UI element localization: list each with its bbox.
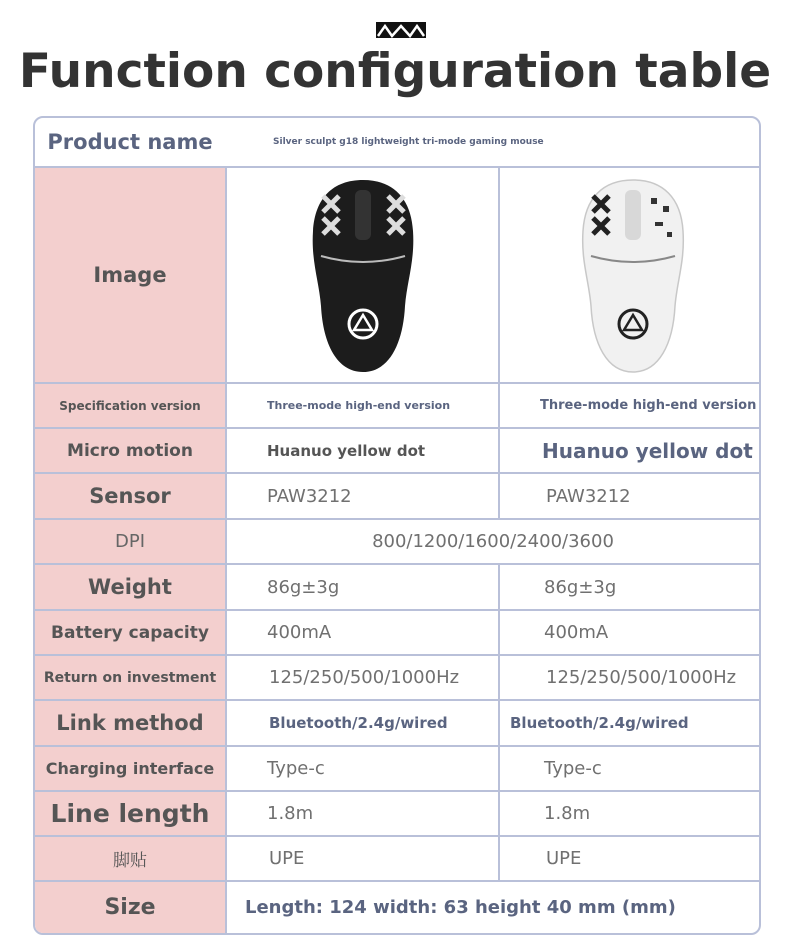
line-length-label: Line length (35, 792, 225, 835)
charging-right-value: Type-c (544, 758, 602, 779)
black-mouse-image (293, 176, 433, 376)
spec-right-value: Three-mode high-end version (540, 398, 757, 413)
spec-label: Specification version (35, 384, 225, 427)
weight-left-value: 86g±3g (267, 576, 340, 598)
roi-right-value: 125/250/500/1000Hz (546, 667, 737, 688)
config-table (33, 116, 761, 935)
charging-label: Charging interface (35, 747, 225, 790)
product-name-value: Silver sculpt g18 lightweight tri-mode gaming mouse (273, 137, 544, 147)
weight-label: Weight (35, 565, 225, 609)
line-right-value: 1.8m (544, 803, 591, 824)
micro-left-value: Huanuo yellow dot (267, 441, 426, 460)
size-label: Size (35, 882, 225, 933)
battery-left-value: 400mA (267, 622, 332, 643)
feet-label: 脚贴 (35, 837, 225, 880)
spec-left-value: Three-mode high-end version (267, 399, 451, 412)
white-mouse-image (563, 176, 703, 376)
dpi-value: 800/1200/1600/2400/3600 (372, 531, 614, 552)
roi-label: Return on investment (35, 656, 225, 699)
dpi-label: DPI (35, 520, 225, 563)
charging-left-value: Type-c (267, 758, 325, 779)
feet-right-value: UPE (546, 848, 582, 869)
sensor-left-value: PAW3212 (267, 485, 352, 507)
product-name-label: Product name (47, 130, 213, 154)
roi-left-value: 125/250/500/1000Hz (269, 667, 460, 688)
image-label: Image (35, 168, 225, 382)
micro-motion-label: Micro motion (35, 429, 225, 472)
link-left-value: Bluetooth/2.4g/wired (269, 714, 448, 732)
zigzag-logo-icon (376, 22, 426, 38)
battery-label: Battery capacity (35, 611, 225, 654)
line-left-value: 1.8m (267, 803, 314, 824)
sensor-label: Sensor (35, 474, 225, 518)
sensor-right-value: PAW3212 (546, 485, 631, 507)
micro-right-value: Huanuo yellow dot (542, 438, 753, 463)
page-title: Function configuration table (18, 44, 772, 99)
size-value: Length: 124 width: 63 height 40 mm (mm) (245, 897, 676, 918)
weight-right-value: 86g±3g (544, 576, 617, 598)
battery-right-value: 400mA (544, 622, 609, 643)
feet-left-value: UPE (269, 848, 305, 869)
link-method-label: Link method (35, 701, 225, 745)
link-right-value: Bluetooth/2.4g/wired (510, 714, 689, 732)
